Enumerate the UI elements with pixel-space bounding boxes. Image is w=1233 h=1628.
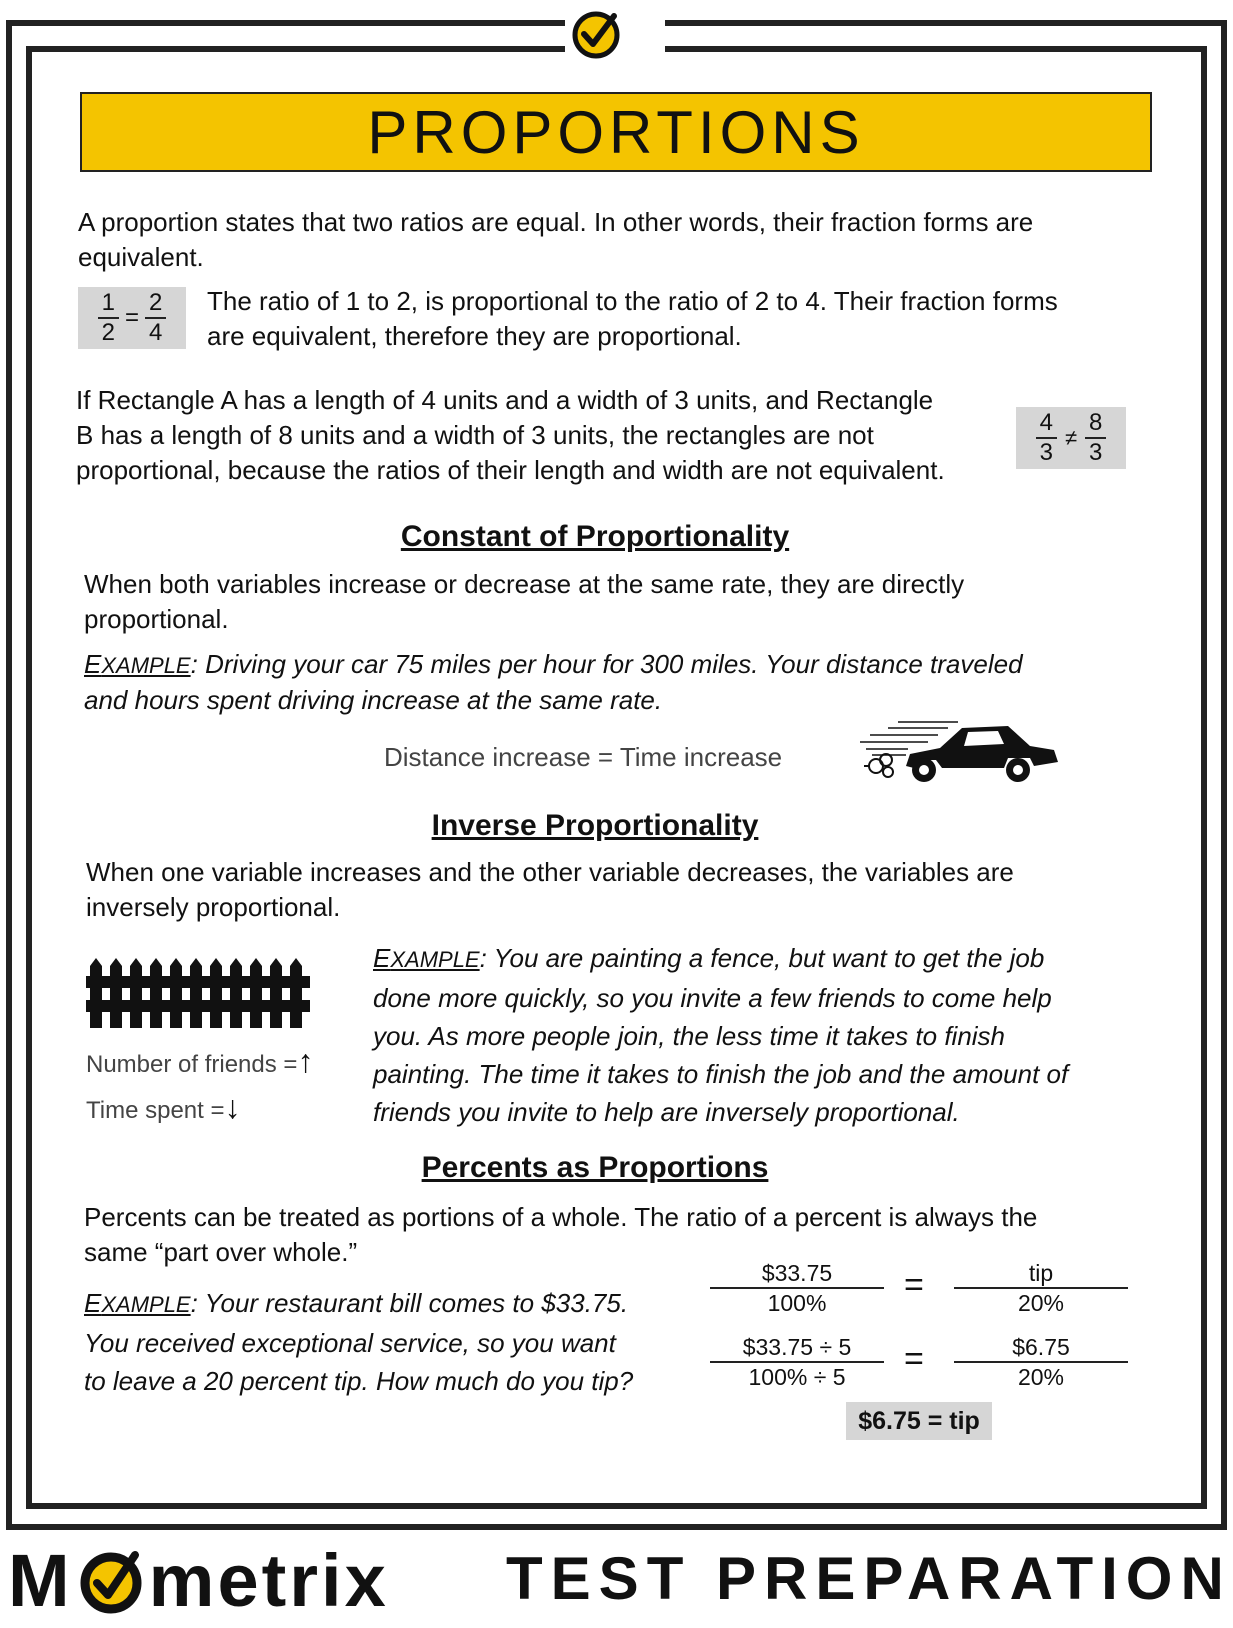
fence-picket [150,958,162,1028]
logo-text-metrix: metrix [148,1539,389,1622]
logo-checkmark-o-icon [75,1545,147,1617]
constant-paragraph [84,567,1164,637]
fence-picket [130,958,142,1028]
inverse-example-line-4: painting. The time it takes to finish the job and the amount of [373,1059,1069,1089]
percents-example-line-3: to leave a 20 percent tip. How much do you tip? [84,1366,634,1396]
percents-example-line-1: EXAMPLE: Your restaurant bill comes to $33.75. [84,1288,629,1318]
constant-line-1: When both variables increase or decrease at the same rate, they are directly [84,569,965,599]
rectangle-line-1: If Rectangle A has a length of 4 units and a width of 3 units, and Rectangle [76,385,934,415]
constant-example-line-2: and hours spent driving increase at the same rate. [84,685,663,715]
fence-picket [270,958,282,1028]
example-1-text [207,284,1167,354]
eq2-right-num: $6.75 [954,1333,1128,1363]
friends-row [86,1043,313,1080]
fraction-eight-thirds: $\frac{8}{3}$ [1085,409,1106,467]
fraction-one-half: $\frac{1}{2}$ [98,289,119,347]
inverse-example [373,939,1163,1131]
example-label: EXAMPLE [84,649,191,679]
eq2-equals: = [904,1340,924,1378]
fence-picket [170,958,182,1028]
logo-letter-m: M [8,1539,73,1622]
percents-example [84,1284,704,1400]
equation-1-2-equals-2-4 [78,287,186,349]
eq2-left-fraction [710,1333,884,1391]
eq1-left-fraction [710,1259,884,1317]
fraction-two-fourths: $\frac{2}{4}$ [145,289,166,347]
fence-picket [230,958,242,1028]
checkmark-badge-icon [568,6,624,62]
constant-example-line-1: EXAMPLE: Driving your car 75 miles per hour for 300 miles. Your distance traveled [84,649,1023,679]
equals-sign: = [124,304,139,331]
inverse-example-line-5: friends you invite to help are inversely proportional. [373,1097,960,1127]
inverse-heading: Inverse Proportionality [431,809,759,842]
fence-icon [86,958,310,1028]
friends-label: Number of friends = [86,1051,298,1078]
eq2-right-den: 20% [1017,1364,1065,1390]
inverse-line-1: When one variable increases and the other variable decreases, the variables are [86,857,1014,887]
inverse-example-line-1: EXAMPLE: You are painting a fence, but want to get the job [373,943,1045,973]
intro-line-1: A proportion states that two ratios are equal. In other words, their fraction forms are [78,207,1034,237]
fence-picket [290,958,302,1028]
eq1-right-num: tip [954,1259,1128,1289]
distance-time-caption: Distance increase = Time increase [384,742,783,772]
inverse-example-line-2: done more quickly, so you invite a few friends to come help [373,983,1052,1013]
answer-box: $6.75 = tip [846,1402,992,1440]
footer-brand [0,1538,1233,1628]
page-title: PROPORTIONS [80,92,1152,172]
example-label: EXAMPLE [373,943,480,973]
rectangle-line-3: proportional, because the ratios of their length and width are not equivalent. [76,455,945,485]
car-icon [858,718,1068,788]
fence-picket [190,958,202,1028]
eq2-right-fraction [954,1333,1128,1391]
inverse-paragraph [86,855,1166,925]
time-label: Time spent = [86,1097,225,1124]
fence-picket [90,958,102,1028]
constant-heading: Constant of Proportionality [400,520,790,553]
inverse-example-line-3: you. As more people join, the less time it takes to finish [373,1021,1006,1051]
eq2-left-den: 100% ÷ 5 [748,1364,846,1390]
rectangle-paragraph [76,383,1006,488]
eq2-left-num: $33.75 ÷ 5 [710,1333,884,1363]
inverse-line-2: inversely proportional. [86,892,341,922]
percents-line-1: Percents can be treated as portions of a whole. The ratio of a percent is always the [84,1202,1038,1232]
percents-example-line-2: You received exceptional service, so you want [84,1328,616,1358]
constant-line-2: proportional. [84,604,229,634]
rectangle-line-2: B has a length of 8 units and a width of 3 units, the rectangles are not [76,420,874,450]
up-arrow-icon: ↑ [297,1043,314,1079]
intro-paragraph [78,205,1158,275]
eq1-equals: = [904,1266,924,1304]
percents-line-2: same “part over whole.” [84,1237,358,1267]
example-1-line-1: The ratio of 1 to 2, is proportional to the ratio of 2 to 4. Their fraction forms [207,286,1058,316]
not-equal-sign: ≠ [1064,425,1078,450]
eq1-left-den: 100% [767,1290,827,1316]
intro-line-2: equivalent. [78,242,204,272]
time-row [86,1089,241,1126]
eq1-left-num: $33.75 [710,1259,884,1289]
down-arrow-icon: ↓ [224,1089,241,1125]
eq1-right-den: 20% [1017,1290,1065,1316]
eq1-right-fraction [954,1259,1128,1317]
example-label: EXAMPLE [84,1288,191,1318]
fraction-four-thirds: $\frac{4}{3}$ [1036,409,1057,467]
tagline: TEST PREPARATION [506,1545,1232,1612]
fence-picket [250,958,262,1028]
fence-picket [210,958,222,1028]
fence-picket [110,958,122,1028]
mometrix-logo [8,1538,389,1623]
example-1-line-2: are equivalent, therefore they are proportional. [207,321,742,351]
percents-heading: Percents as Proportions [421,1151,769,1184]
equation-4-3-not-equal-8-3 [1016,407,1126,469]
constant-example [84,647,1164,718]
